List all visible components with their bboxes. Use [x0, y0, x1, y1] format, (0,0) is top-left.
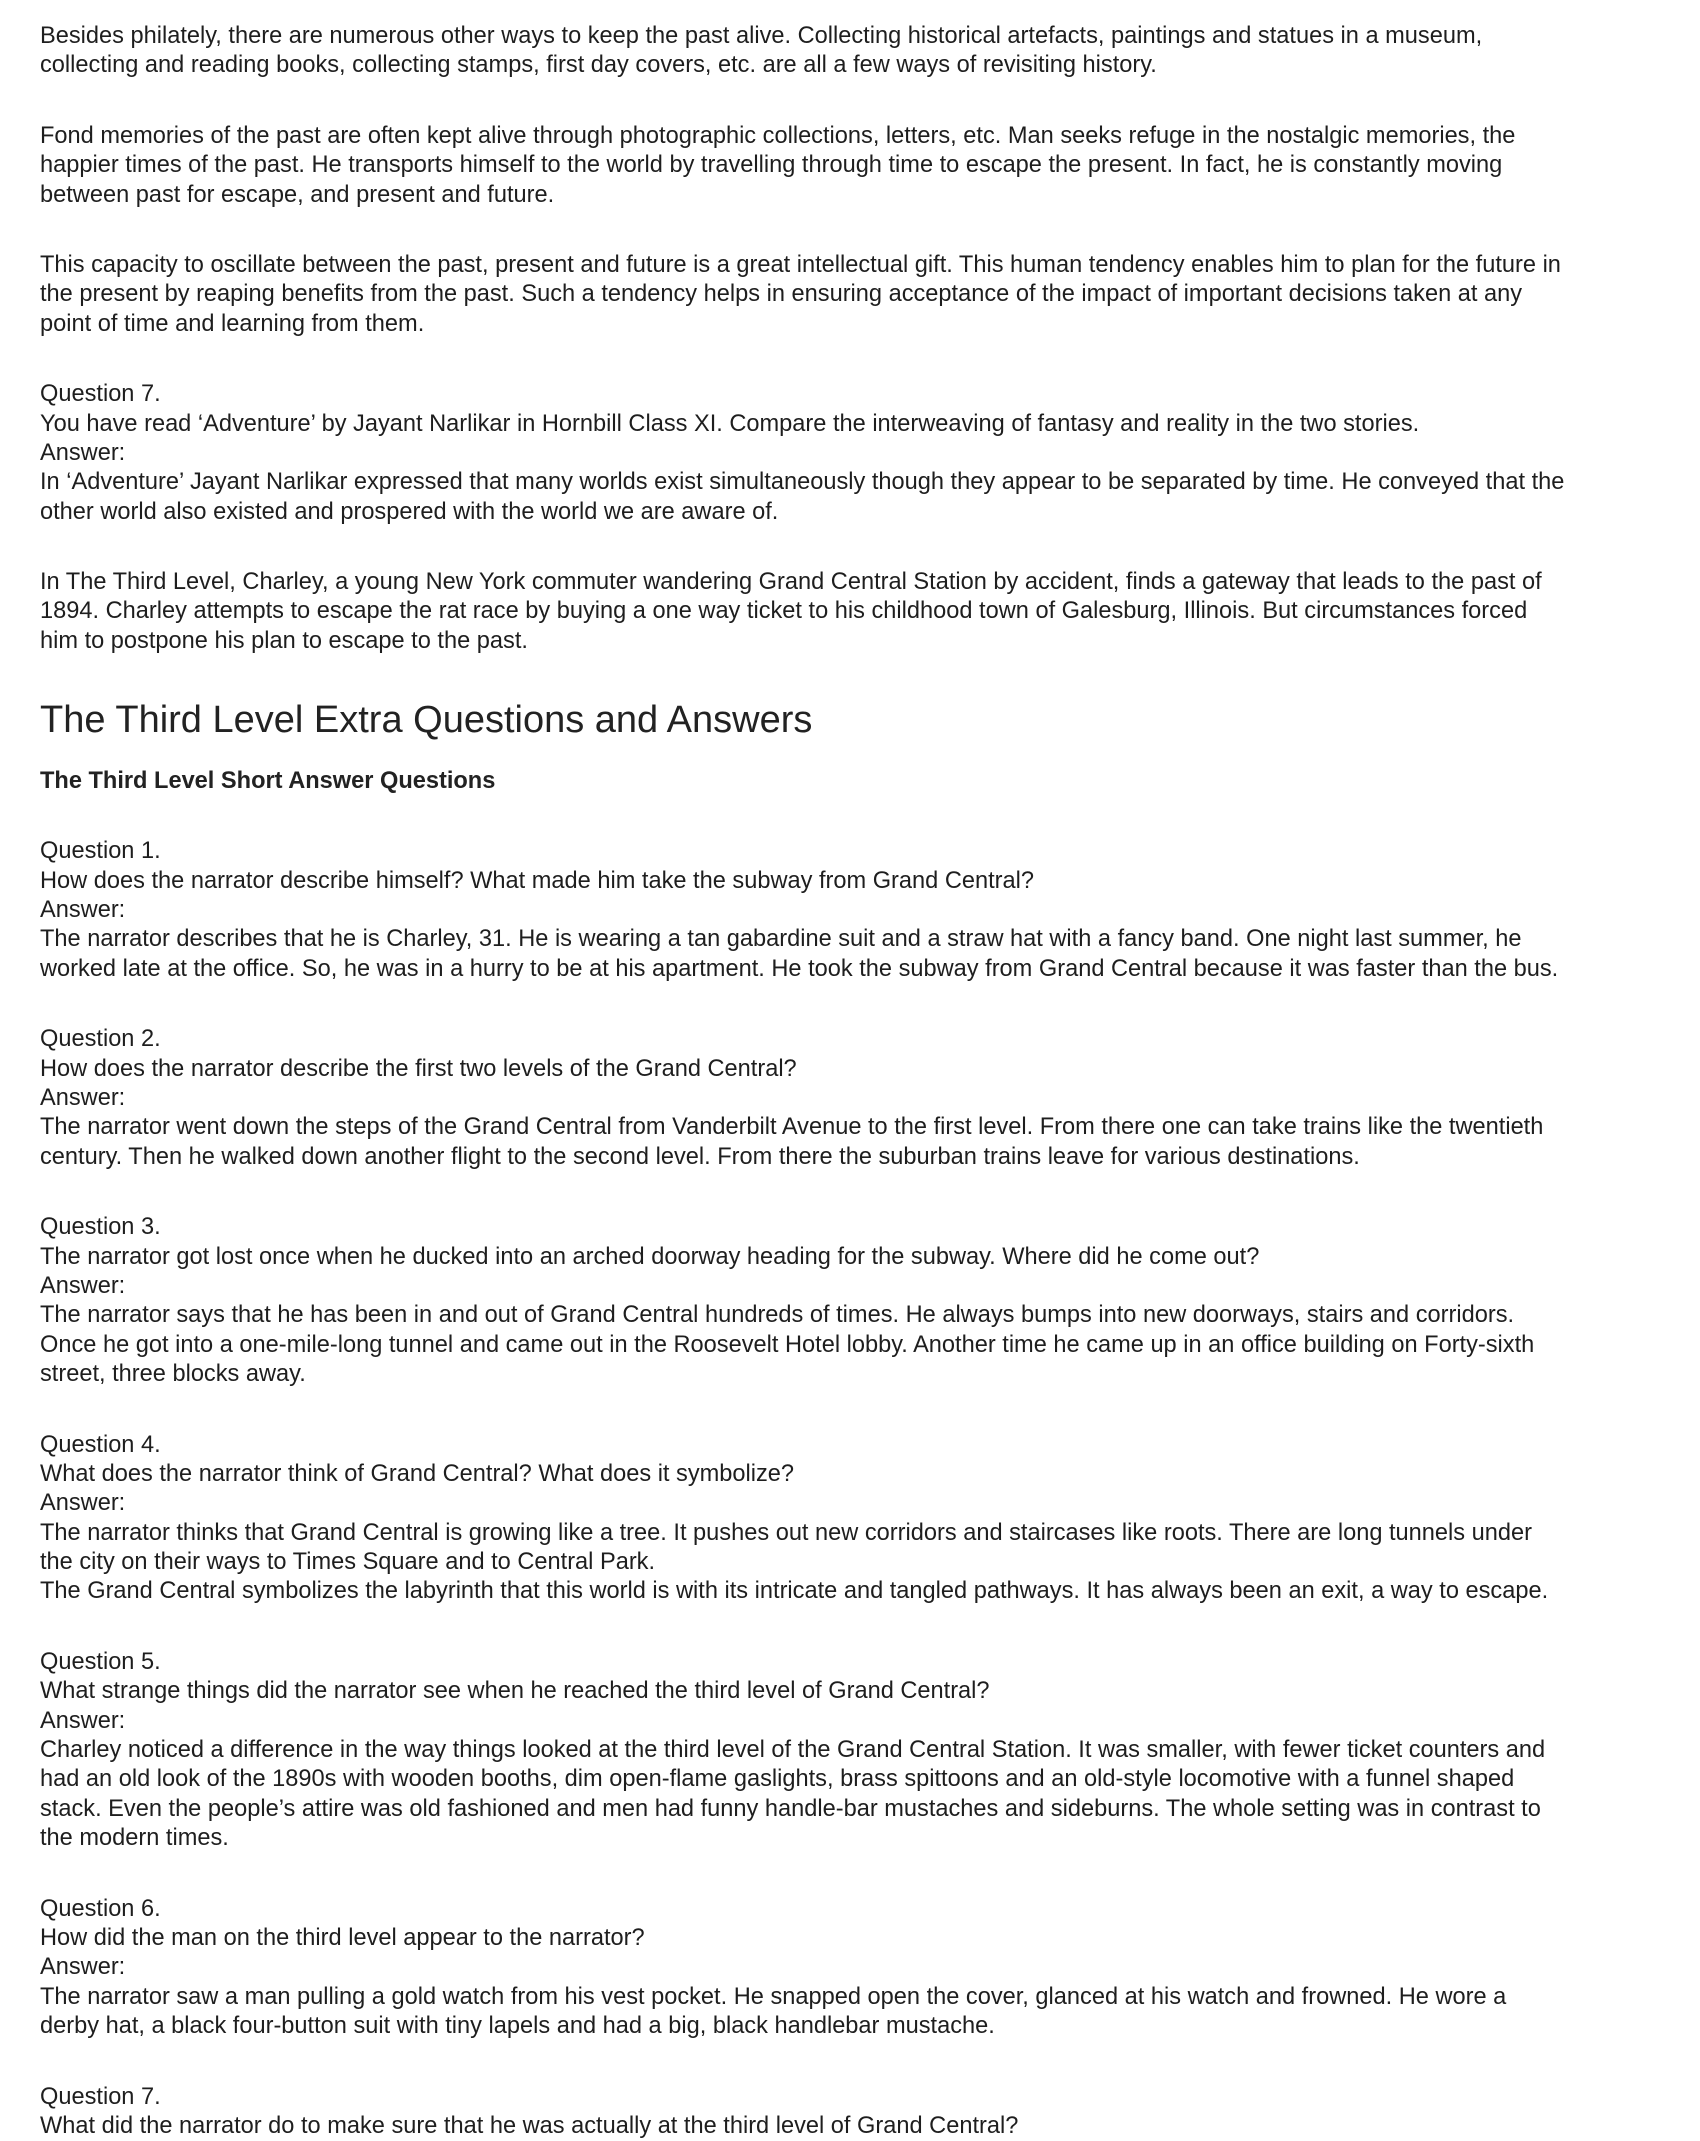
- paragraph: [40, 122, 1700, 210]
- text-line: Charley noticed a difference in the way things looked at the third level of the Grand Central Station. It was smaller, with fewer ticket counters and: [40, 1737, 1546, 1764]
- text-line: other world also existed and prospered with the world we are aware of.: [40, 498, 779, 525]
- text-line: The narrator thinks that Grand Central is growing like a tree. It pushes out new corridors and staircases like roots. There are long tunnels under: [40, 1519, 1532, 1546]
- question-number: Question 5.: [40, 1648, 161, 1675]
- text-line: Once he got into a one-mile-long tunnel and came out in the Roosevelt Hotel lobby. Another time he came up in an office building on Forty-sixth: [40, 1331, 1535, 1358]
- question-number: Question 3.: [40, 1214, 161, 1241]
- question-answer-block: [40, 2083, 1700, 2141]
- text-line: What strange things did the narrator see when he reached the third level of Grand Central?: [40, 1678, 990, 1705]
- question-answer-block: [40, 1895, 1700, 2042]
- text-line: What did the narrator do to make sure that he was actually at the third level of Grand Central?: [40, 2112, 1019, 2139]
- text-line: What does the narrator think of Grand Central? What does it symbolize?: [40, 1460, 795, 1487]
- text-line: point of time and learning from them.: [40, 310, 425, 337]
- text-line: The narrator saw a man pulling a gold watch from his vest pocket. He snapped open the cover, glanced at his watch and frowned. He wore a: [40, 1983, 1507, 2010]
- text-line: The narrator says that he has been in and out of Grand Central hundreds of times. He always bumps into new doorways, stairs and corridors.: [40, 1302, 1515, 1329]
- text-line: him to postpone his plan to escape to the past.: [40, 627, 528, 654]
- paragraph: [40, 22, 1700, 81]
- text-line: stack. Even the people’s attire was old fashioned and men had funny handle-bar mustaches and sideburns. The whole setting was in contrast to: [40, 1795, 1541, 1822]
- question-number: Question 6.: [40, 1895, 161, 1922]
- text-line: the present by reaping benefits from the past. Such a tendency helps in ensuring acceptance of the impact of important decisions taken at any: [40, 281, 1523, 308]
- question-answer-block: [40, 380, 1700, 527]
- text-line: 1894. Charley attempts to escape the rat race by buying a one way ticket to his childhood town of Galesburg, Illinois. But circumstances forced: [40, 598, 1528, 625]
- answer-label: Answer:: [40, 1490, 126, 1517]
- text-line: How does the narrator describe himself? What made him take the subway from Grand Central?: [40, 867, 1035, 894]
- answer-label: Answer:: [40, 1707, 126, 1734]
- text-line: the modern times.: [40, 1825, 229, 1852]
- answer-label: Answer:: [40, 1272, 126, 1299]
- question-answer-block: [40, 1213, 1700, 1389]
- text-line: How did the man on the third level appear to the narrator?: [40, 1924, 645, 1951]
- text-line: This capacity to oscillate between the past, present and future is a great intellectual gift. This human tendency enables him to plan for the future in: [40, 251, 1561, 278]
- text-line: In ‘Adventure’ Jayant Narlikar expressed that many worlds exist simultaneously though they appear to be separated by time. He conveyed that the: [40, 469, 1565, 496]
- text-line: century. Then he walked down another flight to the second level. From there the suburban trains leave for various destinations.: [40, 1143, 1360, 1170]
- text-line: The narrator went down the steps of the Grand Central from Vanderbilt Avenue to the first level. From there one can take trains like the twentieth: [40, 1114, 1544, 1141]
- text-line: between past for escape, and present and future.: [40, 181, 555, 208]
- text-line: derby hat, a black four-button suit with tiny lapels and had a big, black handlebar mustache.: [40, 2013, 995, 2040]
- text-line: the city on their ways to Times Square and to Central Park.: [40, 1549, 656, 1576]
- text-line: worked late at the office. So, he was in a hurry to be at his apartment. He took the subway from Grand Central because it was faster than the bus.: [40, 955, 1559, 982]
- answer-label: Answer:: [40, 897, 126, 924]
- question-number: Question 2.: [40, 1026, 161, 1053]
- question-number: Question 1.: [40, 838, 161, 865]
- question-number: Question 7.: [40, 2083, 161, 2110]
- text-line: The Grand Central symbolizes the labyrinth that this world is with its intricate and tangled pathways. It has always been an exit, a way to escape.: [40, 1578, 1549, 1605]
- text-line: Fond memories of the past are often kept alive through photographic collections, letters, etc. Man seeks refuge in the nostalgic memories, the: [40, 122, 1516, 149]
- question-answer-block: [40, 837, 1700, 984]
- text-line: You have read ‘Adventure’ by Jayant Narlikar in Hornbill Class XI. Compare the interweaving of fantasy and reality in the two stories.: [40, 410, 1420, 437]
- section-subheading: The Third Level Short Answer Questions: [40, 768, 496, 795]
- text-line: How does the narrator describe the first two levels of the Grand Central?: [40, 1055, 797, 1082]
- question-number: Question 7.: [40, 381, 161, 408]
- question-answer-block: [40, 1025, 1700, 1172]
- section-heading: The Third Level Extra Questions and Answers: [40, 699, 813, 742]
- paragraph: [40, 568, 1700, 656]
- question-number: Question 4.: [40, 1431, 161, 1458]
- text-line: The narrator got lost once when he ducked into an arched doorway heading for the subway. Where did he come out?: [40, 1243, 1260, 1270]
- text-line: street, three blocks away.: [40, 1361, 306, 1388]
- text-line: Besides philately, there are numerous other ways to keep the past alive. Collecting historical artefacts, paintings and statues in a museum,: [40, 23, 1483, 49]
- question-answer-block: [40, 1431, 1700, 1607]
- text-line: The narrator describes that he is Charley, 31. He is wearing a tan gabardine suit and a straw hat with a fancy band. One night last summer, he: [40, 926, 1522, 953]
- text-line: happier times of the past. He transports himself to the world by travelling through time to escape the present. In fact, he is constantly moving: [40, 152, 1503, 179]
- answer-label: Answer:: [40, 1084, 126, 1111]
- text-line: In The Third Level, Charley, a young New York commuter wandering Grand Central Station by accident, finds a gateway that leads to the past of: [40, 569, 1542, 596]
- text-line: had an old look of the 1890s with wooden booths, dim open-flame gaslights, brass spittoons and an old-style locomotive with a funnel shaped: [40, 1766, 1515, 1793]
- question-answer-block: [40, 1648, 1700, 1854]
- answer-label: Answer:: [40, 439, 126, 466]
- text-line: collecting and reading books, collecting stamps, first day covers, etc. are all a few ways of revisiting history.: [40, 52, 1157, 79]
- paragraph: [40, 251, 1700, 339]
- answer-label: Answer:: [40, 1954, 126, 1981]
